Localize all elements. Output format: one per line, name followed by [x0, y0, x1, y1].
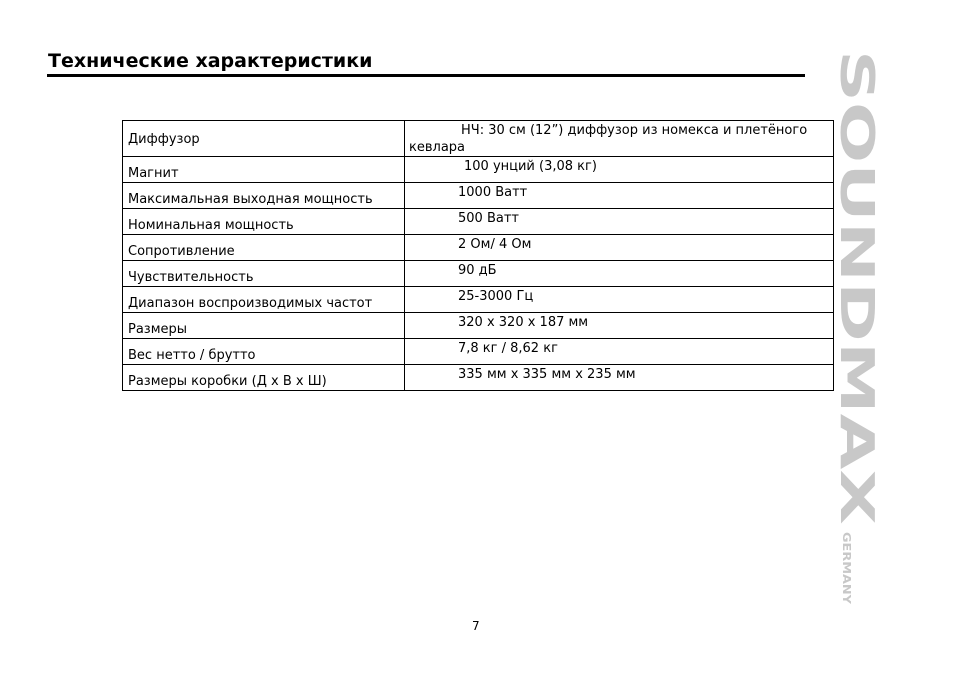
- spec-label: Сопротивление: [128, 244, 235, 259]
- table-row: [123, 261, 834, 287]
- spec-label: Размеры: [128, 322, 188, 337]
- spec-label-cell: [123, 261, 405, 287]
- spec-value-cell: [405, 209, 834, 235]
- specs-table: [122, 120, 834, 391]
- table-row: [123, 209, 834, 235]
- table-row: [123, 121, 834, 157]
- page-title: Технические характеристики: [48, 50, 373, 72]
- spec-label: Максимальная выходная мощность: [128, 192, 373, 207]
- spec-value: НЧ: 30 см (12”) диффузор из номекса и плетёного кевлара: [409, 123, 808, 155]
- soundmax-logo: [830, 50, 890, 610]
- table-row: [123, 157, 834, 183]
- spec-value-cell: [405, 261, 834, 287]
- brand-sub: GERMANY: [840, 532, 853, 594]
- spec-value: 500 Ватт: [458, 211, 519, 226]
- table-row: [123, 365, 834, 391]
- spec-value: 100 унций (3,08 кг): [464, 159, 597, 174]
- spec-label: Магнит: [128, 166, 179, 181]
- spec-label: Вес нетто / брутто: [128, 348, 256, 363]
- spec-label: Диффузор: [128, 132, 200, 147]
- spec-value: 7,8 кг / 8,62 кг: [458, 341, 558, 356]
- spec-value-cell: [405, 287, 834, 313]
- spec-label: Диапазон воспроизводимых частот: [128, 296, 373, 311]
- spec-value: 1000 Ватт: [458, 185, 528, 200]
- spec-label-cell: [123, 339, 405, 365]
- spec-value-cell: [405, 339, 834, 365]
- spec-value-cell: [405, 313, 834, 339]
- spec-label-cell: [123, 313, 405, 339]
- page-number: 7: [472, 619, 480, 633]
- spec-label-cell: [123, 235, 405, 261]
- spec-value-cell: [405, 183, 834, 209]
- table-row: [123, 235, 834, 261]
- spec-value-cell: [405, 235, 834, 261]
- spec-label: Номинальная мощность: [128, 218, 294, 233]
- spec-label-cell: [123, 209, 405, 235]
- spec-value: 90 дБ: [458, 263, 497, 278]
- spec-value-cell: [405, 365, 834, 391]
- spec-label-cell: [123, 365, 405, 391]
- spec-value: 25-3000 Гц: [458, 289, 534, 304]
- spec-value-cell: [405, 121, 834, 157]
- table-row: [123, 313, 834, 339]
- title-underline: [47, 74, 805, 77]
- spec-label-cell: [123, 157, 405, 183]
- table-row: [123, 287, 834, 313]
- spec-value: 335 мм x 335 мм x 235 мм: [458, 367, 636, 382]
- table-row: [123, 183, 834, 209]
- spec-label-cell: [123, 287, 405, 313]
- spec-value-cell: [405, 157, 834, 183]
- spec-label: Чувствительность: [128, 270, 254, 285]
- spec-label-cell: [123, 121, 405, 157]
- table-row: [123, 339, 834, 365]
- spec-label: Размеры коробки (Д x В x Ш): [128, 374, 327, 389]
- spec-label-cell: [123, 183, 405, 209]
- spec-value: 2 Ом/ 4 Ом: [458, 237, 532, 252]
- brand-name: SOUNDMAX: [830, 50, 884, 354]
- spec-value: 320 x 320 x 187 мм: [458, 315, 589, 330]
